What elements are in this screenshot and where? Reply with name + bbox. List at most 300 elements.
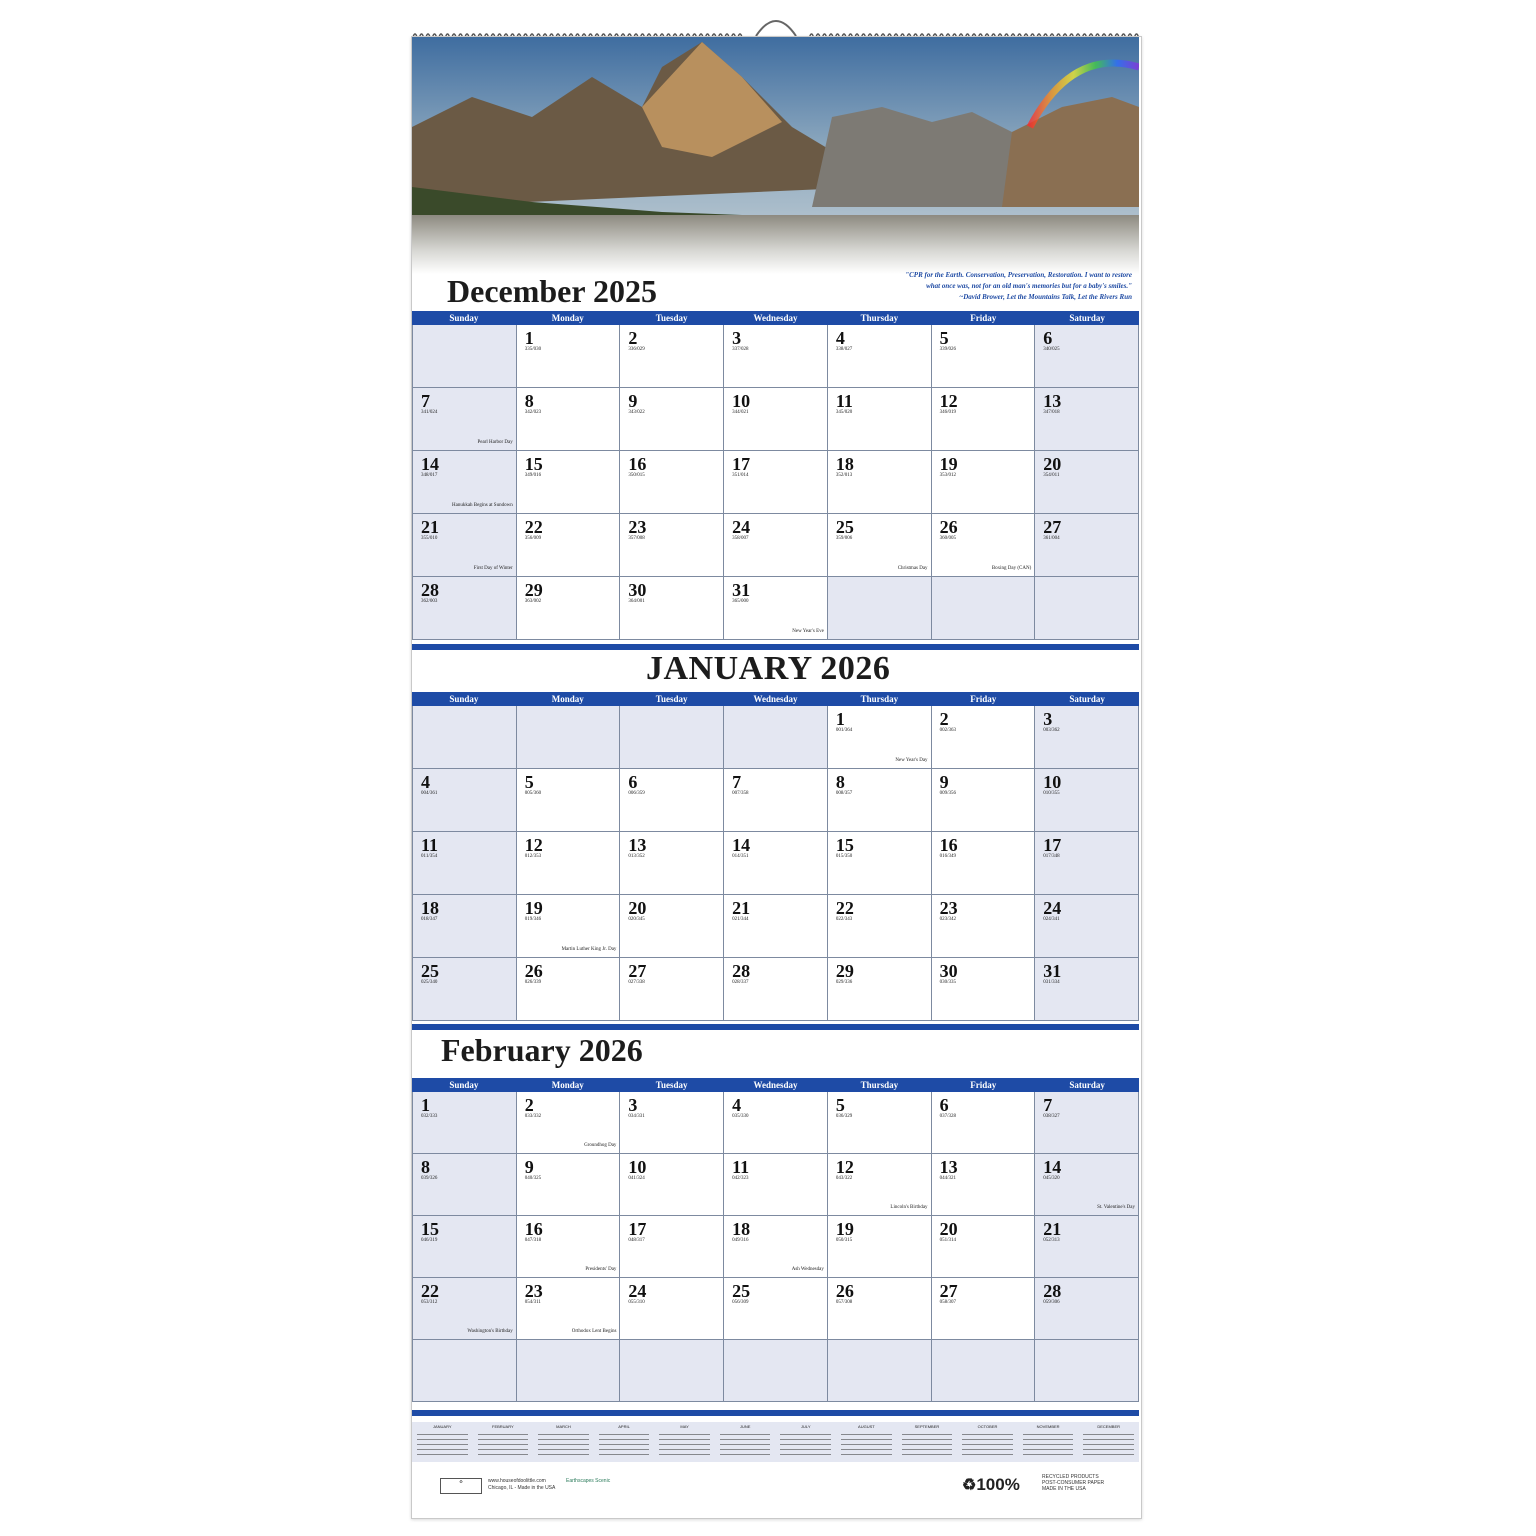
day-number: 8 bbox=[421, 1157, 430, 1177]
day-number: 25 bbox=[421, 961, 439, 981]
holiday-label: Martin Luther King Jr. Day bbox=[561, 947, 617, 952]
julian-date: 031/334 bbox=[1043, 980, 1060, 985]
day-cell bbox=[413, 1216, 517, 1278]
day-cell bbox=[413, 832, 517, 895]
julian-date: 056/309 bbox=[732, 1300, 749, 1305]
month-february bbox=[412, 1078, 1139, 1402]
day-cell bbox=[828, 769, 932, 832]
weekday-sunday: Sunday bbox=[449, 313, 479, 323]
day-cell bbox=[517, 832, 621, 895]
day-cell bbox=[620, 514, 724, 577]
mini-month-dates bbox=[1083, 1431, 1134, 1455]
mini-month bbox=[1018, 1422, 1079, 1462]
weekday-wednesday: Wednesday bbox=[753, 694, 798, 704]
day-number: 9 bbox=[939, 772, 949, 792]
holiday-label: Pearl Harbor Day bbox=[477, 440, 513, 445]
day-number: 24 bbox=[628, 1281, 647, 1301]
julian-date: 343/022 bbox=[628, 410, 645, 415]
day-number: 13 bbox=[1043, 391, 1062, 411]
julian-date: 018/347 bbox=[421, 917, 438, 922]
day-cell bbox=[620, 325, 724, 388]
weekday-thursday: Thursday bbox=[860, 1080, 899, 1090]
day-cell bbox=[517, 1278, 621, 1340]
holiday-label: First Day of Winter bbox=[473, 566, 513, 571]
julian-date: 014/351 bbox=[732, 854, 749, 859]
weekday-friday: Friday bbox=[970, 1080, 997, 1090]
day-cell bbox=[932, 832, 1036, 895]
mini-month-name: SEPTEMBER bbox=[914, 1424, 940, 1429]
day-number: 1 bbox=[524, 328, 534, 348]
weekday-wednesday: Wednesday bbox=[753, 1080, 798, 1090]
day-cell bbox=[828, 514, 932, 577]
julian-date: 358/007 bbox=[732, 536, 749, 541]
day-number: 20 bbox=[939, 1219, 958, 1239]
day-cell bbox=[620, 832, 724, 895]
day-number: 12 bbox=[835, 1157, 854, 1177]
julian-date: 025/340 bbox=[421, 980, 438, 985]
julian-date: 042/323 bbox=[732, 1176, 749, 1181]
weekday-saturday: Saturday bbox=[1069, 694, 1105, 704]
empty-day-cell bbox=[413, 706, 517, 769]
julian-date: 009/356 bbox=[939, 791, 956, 796]
weekday-monday: Monday bbox=[551, 694, 584, 704]
mini-month bbox=[412, 1422, 473, 1462]
empty-day-cell bbox=[828, 577, 932, 640]
julian-date: 345/020 bbox=[835, 410, 853, 415]
julian-date: 012/353 bbox=[524, 854, 542, 859]
day-cell bbox=[517, 895, 621, 958]
day-number: 25 bbox=[732, 1281, 751, 1301]
month-divider bbox=[412, 1410, 1139, 1416]
day-number: 19 bbox=[524, 898, 543, 918]
julian-date: 019/346 bbox=[524, 917, 542, 922]
julian-date: 350/015 bbox=[628, 473, 645, 478]
day-number: 11 bbox=[421, 835, 439, 855]
day-number: 16 bbox=[939, 835, 958, 855]
mini-month bbox=[473, 1422, 534, 1462]
empty-day-cell bbox=[620, 706, 724, 769]
holiday-label: Christmas Day bbox=[897, 566, 928, 571]
day-cell bbox=[620, 451, 724, 514]
mini-month-name: JUNE bbox=[739, 1424, 751, 1429]
day-grid bbox=[412, 1092, 1139, 1402]
julian-date: 349/016 bbox=[524, 473, 542, 478]
day-cell bbox=[517, 388, 621, 451]
day-cell bbox=[1035, 1216, 1139, 1278]
holiday-label: St. Valentine's Day bbox=[1097, 1205, 1135, 1210]
day-number: 2 bbox=[939, 709, 949, 729]
day-number: 10 bbox=[732, 391, 751, 411]
julian-date: 335/030 bbox=[524, 347, 542, 352]
day-number: 15 bbox=[524, 454, 543, 474]
day-cell bbox=[932, 325, 1036, 388]
recycled-badge bbox=[962, 1475, 1020, 1495]
mini-month-name: DECEMBER bbox=[1097, 1424, 1121, 1429]
day-number: 31 bbox=[1043, 961, 1062, 981]
mini-month-name: MARCH bbox=[556, 1424, 571, 1429]
day-number: 24 bbox=[732, 517, 751, 537]
day-number: 14 bbox=[1043, 1157, 1062, 1177]
julian-date: 040/325 bbox=[524, 1176, 542, 1181]
day-number: 23 bbox=[628, 517, 647, 537]
day-cell bbox=[620, 769, 724, 832]
day-number: 10 bbox=[628, 1157, 647, 1177]
julian-date: 028/337 bbox=[732, 980, 749, 985]
julian-date: 346/019 bbox=[939, 410, 956, 415]
day-number: 17 bbox=[1043, 835, 1062, 855]
day-cell bbox=[828, 958, 932, 1021]
day-number: 2 bbox=[628, 328, 638, 348]
year-at-a-glance bbox=[412, 1422, 1139, 1462]
day-number: 18 bbox=[835, 454, 854, 474]
day-number: 30 bbox=[628, 580, 647, 600]
day-number: 6 bbox=[939, 1095, 949, 1115]
day-cell bbox=[1035, 832, 1139, 895]
day-cell bbox=[517, 1216, 621, 1278]
mini-month-name: AUGUST bbox=[858, 1424, 875, 1429]
day-number: 20 bbox=[1043, 454, 1062, 474]
day-cell bbox=[724, 1154, 828, 1216]
mini-month-dates bbox=[417, 1431, 468, 1455]
julian-date: 059/306 bbox=[1043, 1300, 1060, 1305]
day-number: 30 bbox=[939, 961, 958, 981]
holiday-label: Hanukkah Begins at Sundown bbox=[452, 503, 513, 508]
empty-day-cell bbox=[1035, 577, 1139, 640]
mini-month-dates bbox=[1023, 1431, 1074, 1455]
day-cell bbox=[1035, 769, 1139, 832]
day-cell bbox=[932, 1092, 1036, 1154]
julian-date: 045/320 bbox=[1043, 1176, 1060, 1181]
julian-date: 044/321 bbox=[939, 1176, 956, 1181]
empty-day-cell bbox=[413, 1340, 517, 1402]
recycled-percent: 100% bbox=[976, 1475, 1020, 1494]
day-cell bbox=[517, 514, 621, 577]
julian-date: 020/345 bbox=[628, 917, 645, 922]
day-number: 27 bbox=[628, 961, 647, 981]
mini-month-name: FEBRUARY bbox=[492, 1424, 514, 1429]
day-cell bbox=[828, 706, 932, 769]
mini-month-dates bbox=[478, 1431, 529, 1455]
day-number: 4 bbox=[835, 328, 845, 348]
weekday-friday: Friday bbox=[970, 694, 997, 704]
day-number: 4 bbox=[732, 1095, 742, 1115]
empty-day-cell bbox=[724, 706, 828, 769]
empty-day-cell bbox=[413, 325, 517, 388]
day-number: 10 bbox=[1043, 772, 1062, 792]
julian-date: 362/003 bbox=[421, 599, 438, 604]
day-cell bbox=[1035, 1154, 1139, 1216]
julian-date: 022/343 bbox=[835, 917, 853, 922]
day-number: 8 bbox=[835, 772, 845, 792]
day-cell bbox=[517, 325, 621, 388]
julian-date: 006/359 bbox=[628, 791, 645, 796]
julian-date: 352/013 bbox=[835, 473, 853, 478]
julian-date: 058/307 bbox=[939, 1300, 956, 1305]
weekday-friday: Friday bbox=[970, 313, 997, 323]
day-cell bbox=[828, 388, 932, 451]
day-number: 8 bbox=[524, 391, 534, 411]
day-number: 17 bbox=[732, 454, 751, 474]
empty-day-cell bbox=[620, 1340, 724, 1402]
day-number: 6 bbox=[628, 772, 638, 792]
day-cell bbox=[620, 577, 724, 640]
holiday-label: Ash Wednesday bbox=[791, 1267, 824, 1272]
mini-month bbox=[1078, 1422, 1139, 1462]
day-number: 28 bbox=[732, 961, 751, 981]
julian-date: 050/315 bbox=[835, 1238, 853, 1243]
day-number: 13 bbox=[628, 835, 647, 855]
julian-date: 004/361 bbox=[421, 791, 438, 796]
day-number: 19 bbox=[835, 1219, 854, 1239]
day-cell bbox=[1035, 451, 1139, 514]
julian-date: 341/024 bbox=[421, 410, 438, 415]
day-number: 4 bbox=[421, 772, 430, 792]
day-number: 7 bbox=[421, 391, 430, 411]
day-number: 20 bbox=[628, 898, 647, 918]
day-number: 28 bbox=[421, 580, 439, 600]
day-number: 18 bbox=[732, 1219, 751, 1239]
day-cell bbox=[517, 769, 621, 832]
day-number: 23 bbox=[524, 1281, 543, 1301]
empty-day-cell bbox=[724, 1340, 828, 1402]
julian-date: 030/335 bbox=[939, 980, 956, 985]
day-cell bbox=[413, 577, 517, 640]
julian-date: 046/319 bbox=[421, 1238, 438, 1243]
mini-month-name: OCTOBER bbox=[977, 1424, 998, 1429]
day-number: 21 bbox=[1043, 1219, 1062, 1239]
day-cell bbox=[932, 1216, 1036, 1278]
day-cell bbox=[932, 1154, 1036, 1216]
weekday-tuesday: Tuesday bbox=[655, 694, 688, 704]
weekday-saturday: Saturday bbox=[1069, 1080, 1105, 1090]
holiday-label: Orthodox Lent Begins bbox=[571, 1329, 617, 1334]
day-number: 15 bbox=[421, 1219, 439, 1239]
julian-date: 355/010 bbox=[421, 536, 438, 541]
julian-date: 029/336 bbox=[835, 980, 853, 985]
empty-day-cell bbox=[517, 1340, 621, 1402]
julian-date: 337/028 bbox=[732, 347, 749, 352]
day-number: 21 bbox=[421, 517, 439, 537]
recycled-line-3: MADE IN THE USA bbox=[1042, 1486, 1086, 1492]
day-number: 26 bbox=[835, 1281, 854, 1301]
empty-day-cell bbox=[932, 1340, 1036, 1402]
julian-date: 048/317 bbox=[628, 1238, 645, 1243]
month-title-december: December 2025 bbox=[447, 273, 657, 309]
day-number: 19 bbox=[939, 454, 958, 474]
mini-month-name: MAY bbox=[680, 1424, 689, 1429]
julian-date: 336/029 bbox=[628, 347, 645, 352]
weekday-saturday: Saturday bbox=[1069, 313, 1105, 323]
day-cell bbox=[620, 388, 724, 451]
julian-date: 038/327 bbox=[1043, 1114, 1060, 1119]
day-number: 11 bbox=[732, 1157, 750, 1177]
julian-date: 036/329 bbox=[835, 1114, 853, 1119]
day-number: 15 bbox=[835, 835, 854, 855]
day-cell bbox=[1035, 325, 1139, 388]
day-number: 5 bbox=[939, 328, 949, 348]
julian-date: 041/324 bbox=[628, 1176, 645, 1181]
day-cell bbox=[724, 388, 828, 451]
day-cell bbox=[932, 514, 1036, 577]
quote-line-2: what once was, not for an old man's memories but for a baby's smiles." bbox=[926, 282, 1132, 290]
mini-month-dates bbox=[780, 1431, 831, 1455]
day-cell bbox=[517, 1154, 621, 1216]
julian-date: 037/328 bbox=[939, 1114, 956, 1119]
day-number: 21 bbox=[732, 898, 751, 918]
holiday-label: New Year's Day bbox=[895, 758, 928, 763]
julian-date: 011/354 bbox=[421, 854, 438, 859]
julian-date: 035/330 bbox=[732, 1114, 749, 1119]
julian-date: 351/014 bbox=[732, 473, 749, 478]
day-cell bbox=[1035, 958, 1139, 1021]
day-cell bbox=[932, 895, 1036, 958]
day-number: 9 bbox=[628, 391, 638, 411]
day-number: 26 bbox=[939, 517, 958, 537]
month-january bbox=[412, 692, 1139, 1021]
day-cell bbox=[1035, 1278, 1139, 1340]
julian-date: 043/322 bbox=[835, 1176, 853, 1181]
empty-day-cell bbox=[517, 706, 621, 769]
julian-date: 365/000 bbox=[732, 599, 749, 604]
mini-month bbox=[715, 1422, 776, 1462]
holiday-label: Boxing Day (CAN) bbox=[991, 566, 1032, 571]
day-cell bbox=[724, 769, 828, 832]
julian-date: 357/008 bbox=[628, 536, 645, 541]
day-cell bbox=[1035, 1092, 1139, 1154]
hanger-hook bbox=[756, 21, 796, 36]
julian-date: 021/344 bbox=[732, 917, 749, 922]
julian-date: 039/326 bbox=[421, 1176, 438, 1181]
julian-date: 010/355 bbox=[1043, 791, 1060, 796]
weekday-sunday: Sunday bbox=[449, 1080, 479, 1090]
holiday-label: Groundhog Day bbox=[584, 1143, 617, 1148]
day-number: 24 bbox=[1043, 898, 1062, 918]
empty-day-cell bbox=[828, 1340, 932, 1402]
day-number: 16 bbox=[524, 1219, 543, 1239]
julian-date: 353/012 bbox=[939, 473, 956, 478]
julian-date: 047/318 bbox=[524, 1238, 542, 1243]
day-cell bbox=[724, 1278, 828, 1340]
day-cell bbox=[517, 1092, 621, 1154]
day-number: 14 bbox=[732, 835, 751, 855]
day-number: 27 bbox=[939, 1281, 958, 1301]
julian-date: 023/342 bbox=[939, 917, 956, 922]
julian-date: 363/002 bbox=[524, 599, 542, 604]
mini-month-dates bbox=[659, 1431, 710, 1455]
holiday-label: Presidents' Day bbox=[585, 1267, 617, 1272]
day-number: 14 bbox=[421, 454, 439, 474]
julian-date: 026/339 bbox=[524, 980, 542, 985]
julian-date: 008/357 bbox=[835, 791, 853, 796]
day-number: 13 bbox=[939, 1157, 958, 1177]
day-grid bbox=[412, 325, 1139, 640]
month-title-february: February 2026 bbox=[441, 1032, 643, 1068]
day-cell bbox=[828, 832, 932, 895]
day-cell bbox=[413, 895, 517, 958]
weekday-tuesday: Tuesday bbox=[655, 313, 688, 323]
weekday-header bbox=[412, 1078, 1139, 1092]
weekday-header bbox=[412, 311, 1139, 325]
holiday-label: Washington's Birthday bbox=[467, 1329, 513, 1334]
day-number: 3 bbox=[628, 1095, 638, 1115]
julian-date: 003/362 bbox=[1043, 728, 1060, 733]
julian-date: 057/308 bbox=[835, 1300, 853, 1305]
julian-date: 338/027 bbox=[835, 347, 853, 352]
mountain-lake-rainbow-photo bbox=[412, 37, 1139, 274]
day-number: 7 bbox=[1043, 1095, 1053, 1115]
day-number: 5 bbox=[524, 772, 534, 792]
day-cell bbox=[1035, 895, 1139, 958]
day-grid bbox=[412, 706, 1139, 1021]
day-cell bbox=[724, 577, 828, 640]
julian-date: 034/331 bbox=[628, 1114, 645, 1119]
day-cell bbox=[517, 577, 621, 640]
day-cell bbox=[620, 1216, 724, 1278]
day-number: 1 bbox=[421, 1095, 430, 1115]
day-number: 18 bbox=[421, 898, 439, 918]
mini-month-dates bbox=[720, 1431, 771, 1455]
julian-date: 340/025 bbox=[1043, 347, 1060, 352]
day-cell bbox=[1035, 514, 1139, 577]
day-cell bbox=[724, 451, 828, 514]
day-number: 29 bbox=[524, 580, 543, 600]
brand-url: www.houseofdoolittle.com bbox=[488, 1478, 546, 1484]
holiday-label: Lincoln's Birthday bbox=[890, 1205, 928, 1210]
header-quote bbox=[770, 270, 1132, 303]
day-number: 26 bbox=[524, 961, 543, 981]
mini-month bbox=[533, 1422, 594, 1462]
day-number: 11 bbox=[835, 391, 853, 411]
day-number: 6 bbox=[1043, 328, 1053, 348]
julian-date: 360/005 bbox=[939, 536, 956, 541]
day-cell bbox=[932, 958, 1036, 1021]
day-cell bbox=[413, 451, 517, 514]
mini-month-dates bbox=[599, 1431, 650, 1455]
julian-date: 361/004 bbox=[1043, 536, 1060, 541]
month-divider bbox=[412, 1024, 1139, 1030]
weekday-monday: Monday bbox=[551, 1080, 584, 1090]
day-cell bbox=[620, 1278, 724, 1340]
mini-month-dates bbox=[902, 1431, 953, 1455]
day-number: 5 bbox=[835, 1095, 845, 1115]
day-number: 22 bbox=[835, 898, 854, 918]
day-cell bbox=[828, 895, 932, 958]
julian-date: 013/352 bbox=[628, 854, 645, 859]
brand-logo bbox=[440, 1478, 482, 1494]
day-cell bbox=[932, 1278, 1036, 1340]
julian-date: 053/312 bbox=[421, 1300, 438, 1305]
julian-date: 015/350 bbox=[835, 854, 853, 859]
mini-month-dates bbox=[962, 1431, 1013, 1455]
recycled-line-1: RECYCLED PRODUCTS bbox=[1042, 1474, 1099, 1480]
julian-date: 348/017 bbox=[421, 473, 438, 478]
day-cell bbox=[724, 832, 828, 895]
day-number: 3 bbox=[732, 328, 742, 348]
day-cell bbox=[620, 1154, 724, 1216]
day-number: 17 bbox=[628, 1219, 647, 1239]
mini-month bbox=[775, 1422, 836, 1462]
julian-date: 344/021 bbox=[732, 410, 749, 415]
julian-date: 032/333 bbox=[421, 1114, 438, 1119]
julian-date: 016/349 bbox=[939, 854, 956, 859]
day-number: 9 bbox=[524, 1157, 534, 1177]
day-number: 12 bbox=[524, 835, 543, 855]
weekday-monday: Monday bbox=[551, 313, 584, 323]
day-number: 23 bbox=[939, 898, 958, 918]
mini-month bbox=[897, 1422, 958, 1462]
day-cell bbox=[932, 451, 1036, 514]
weekday-tuesday: Tuesday bbox=[655, 1080, 688, 1090]
